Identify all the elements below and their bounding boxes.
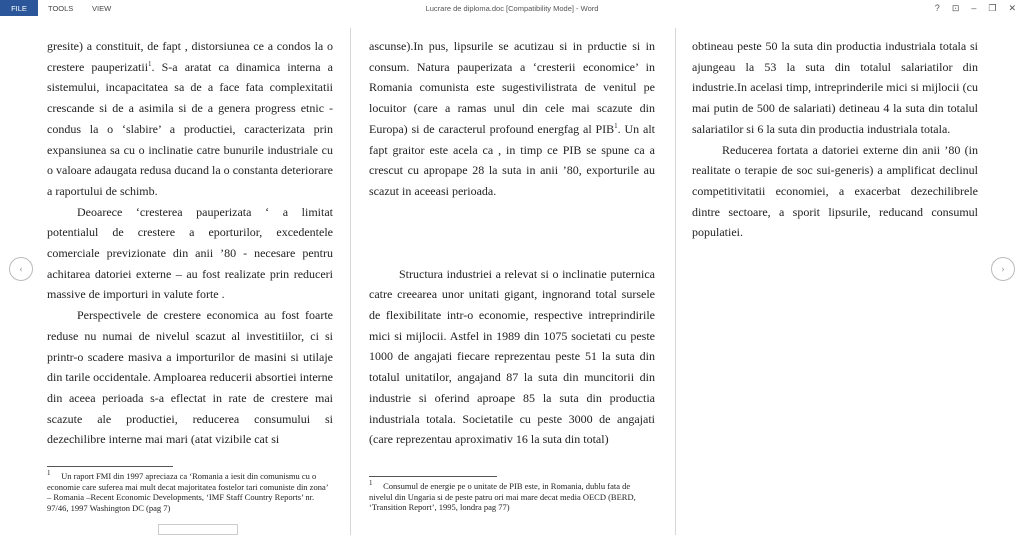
reading-column-2 (369, 36, 655, 450)
paragraph: Perspectivele de crestere economica au fost foarte reduse nu numai de nivelul scazut al investitiilor, ci si printr-o scadere masiva a importurilor de masini si utilaje din tarile occidentale. Amploarea reducerii absortiei interne din aceea perioada s-a eflectat in rate de crestere mai scazute ale productiei, reducerea consumului si dezechilibre interne mai mari (atat vizibile cat si (47, 308, 333, 447)
restore-icon[interactable]: ❐ (988, 2, 997, 13)
next-page-icon[interactable]: › (991, 257, 1015, 281)
footnote: $^1$ Un raport FMI din 1997 apreciaza ca ‘Romania a iesit din comunismu cu o economie care suferea mai mult decat majoritatea fostelor tari comuniste din zona’ – Romania –Recent Economic Developments, ‘IMF Staff Country Reports’ nr. 97/46, 1997 Washington DC (pag 7) (47, 469, 328, 513)
paragraph: Reducerea fortata a datoriei externe din anii ’80 (in realitate o terapie de soc sui-generis) a amplificat declinul competitivitatii economiei, a exacerbat dezechilibrele dintre sectoare, a sporit lipsurile, reducand consumul populatiei. (692, 142, 978, 240)
footnote-ref[interactable]: 1 (614, 121, 618, 130)
column-divider (675, 28, 676, 535)
column-divider (350, 28, 351, 535)
tools-tab[interactable]: TOOLS (48, 3, 74, 13)
question-icon[interactable]: ? (934, 3, 940, 13)
reading-column-1 (47, 36, 333, 450)
reading-column-3 (692, 36, 978, 243)
paragraph: Structura industriei a relevat si o inclinatie puternica catre creearea unor unitati gigant, ingnorand total sursele de flexibilitate intr-o economie, respective intreprindirile mici si mijlocii. Astfel in 1989 din 1075 societati cu peste 1000 de angajati fiecare reprezentau peste 51 la suta din totalul unitatilor, angajand 87 la suta din muncitorii din industrie si oferind aproape 85 la suta din productia industriala totala. Societatile cu peste 3000 de angajati (care reprezentau aproximativ 16 la suta din total) (369, 266, 655, 447)
footnote-ref[interactable]: 1 (148, 59, 152, 68)
paragraph: ascunse).In pus, lipsurile se acutizau si in prductie si in consum. Natura pauperizata a ‘cresterii economice’ in Romania comunista este sugestivilistrata de venitul pe locuitor (care a ramas unul din cele mai scazute din Europa) si de caracterul profound energfag al PIB$^1$. Un alt fapt graitor este acela ca , in timp ce PIB se spune ca a crescut cu apropape 28 la suta in anii ’80, exporturile au scazut in aceeasi perioada. (369, 39, 655, 198)
horizontal-scrollbar-thumb[interactable] (158, 524, 238, 535)
ribbon-options-icon[interactable]: ⊡ (951, 2, 960, 13)
paragraph: obtineau peste 50 la suta din productia industriala totala si ajungeau la 53 la suta din totalul salariatilor din industrie.In acelasi timp, intreprinderile mici si mijlocii (cu mai putin de 500 de salariati) detineau 4 la suta din totalul salariatilor si 6 la suta din productia industriala totala. (692, 39, 978, 136)
previous-page-icon[interactable]: ‹ (9, 257, 33, 281)
title-bar (0, 0, 1024, 16)
paragraph: Deoarece ‘cresterea pauperizata ‘ a limitat potentialul de crestere a eporturilor, excedentele comerciale previzionate din anii ’80 - necesare pentru achitarea datoriei externe – au fost realizate prin reduceri massive de importuri in valute forte . (47, 204, 333, 302)
file-tab[interactable]: FILE (0, 0, 38, 16)
minimize-icon[interactable]: – (971, 3, 977, 13)
footnote: $^1$ Consumul de energie pe o unitate de PIB este, in Romania, dublu fata de nivelul din Ungaria si de peste patru ori mai mare decat media OECD (BERD, ‘Transition Report’, 1995, londra pag 77) (369, 479, 636, 512)
close-icon[interactable]: ✕ (1008, 2, 1016, 13)
window-title: Lucrare de diploma.doc [Compatibility Mode] - Word (425, 3, 599, 13)
view-tab[interactable]: VIEW (92, 3, 112, 13)
footnote-separator (47, 466, 173, 467)
paragraph: gresite) a constituit, de fapt , distorsiunea ce a condos la o crestere pauperizatii$^1$. S-a aratat ca dinamica interna a sistemului, incapacitatea sa de a face fata complexitatii crescande si de a asimila si de a genera progress etnic - condus la o ‘slabire’ a productiei, caracterizata prin expansiunea sa cu o inclinatie catre bunurile industriale cu o valoare adaugata redusa ducand la o constanta deteriorare a raportului de schimb. (47, 39, 333, 198)
footnote-separator (369, 476, 497, 477)
